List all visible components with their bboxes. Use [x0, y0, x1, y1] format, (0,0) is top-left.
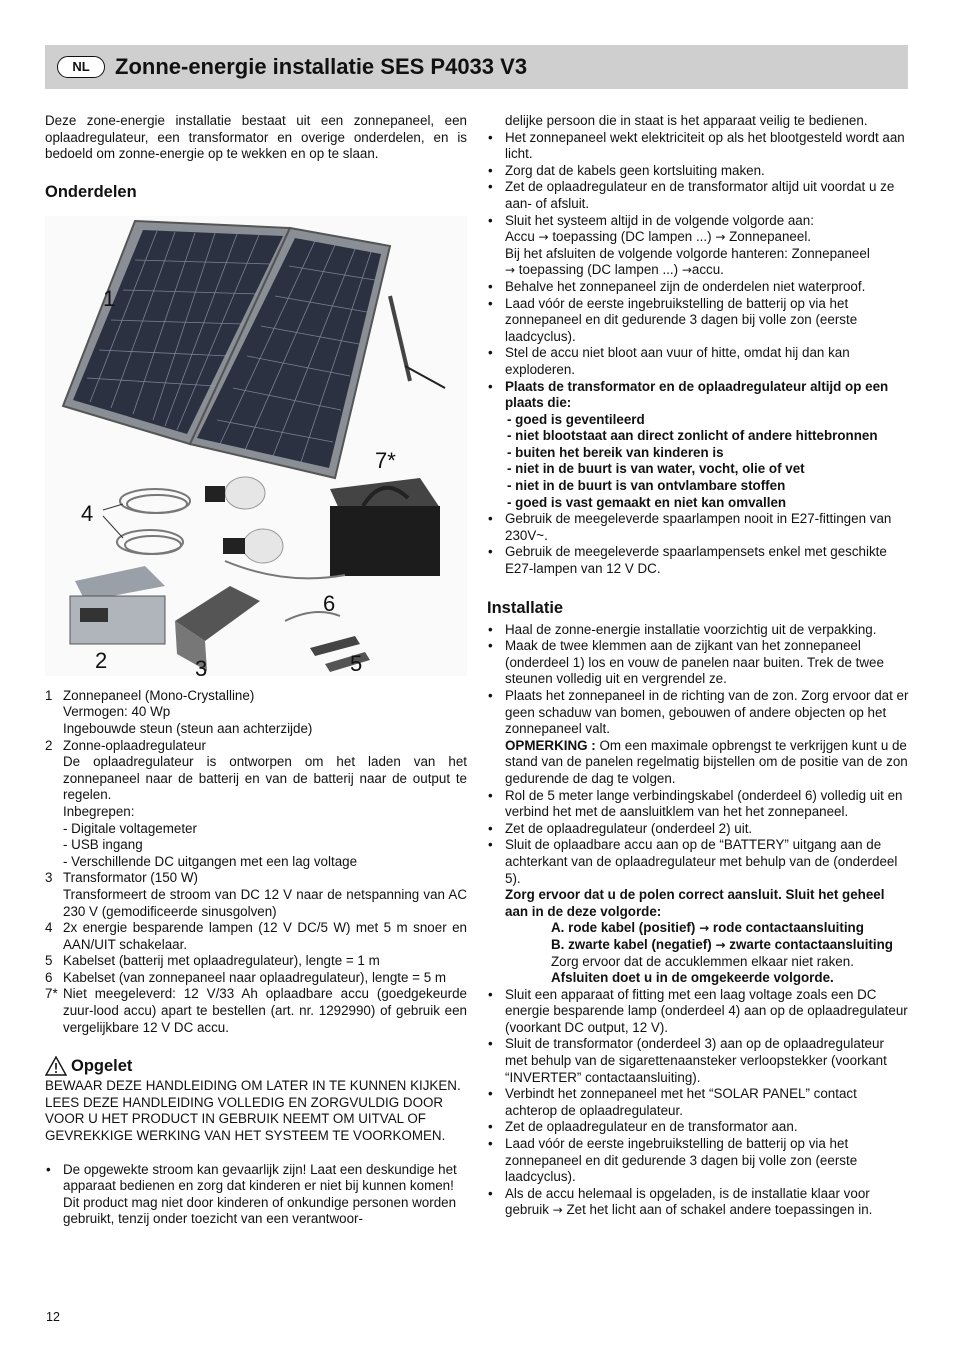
figure-label-2: 2	[95, 647, 108, 673]
arrow-icon: →	[505, 263, 516, 278]
caution-item-danger: • De opgewekte stroom kan gevaarlijk zijn! Laat een deskundige het apparaat bedienen en zorg dat kinderen er niet bij kunnen komen! Dit product mag niet door kinderen of onkundige personen worden gebruikt, tenzij onder toezicht van een verantwoor-	[45, 1162, 467, 1228]
caution-list-left	[45, 1162, 467, 1228]
parts-item-5: 5 Kabelset (batterij met oplaadregulateur), lengte = 1 m	[45, 953, 380, 969]
install-step: • Sluit de oplaadbare accu aan op de “BATTERY” uitgang aan de achterkant van de oplaadregulateur met behulp van de (onderdeel 5). Zorg ervoor dat u de polen correct aansluit. Sluit het geheel aan in de deze volgorde: A. rode kabel (positief) → rode contactaansluiting B. zwarte kabel (negatief) → zwarte contactaansluiting Zorg ervoor dat de accuklemmen elkaar niet raken. Afsluiten doet u in de omgekeerde volgorde.	[487, 837, 909, 986]
install-step: • Sluit een apparaat of fitting met een laag voltage zoals een DC energie besparende lamp (onderdeel 4) aan op de oplaadregulateur (voorkant DC output, 12 V).	[487, 987, 909, 1037]
caution-item-short: • Zorg dat de kabels geen kortsluiting maken.	[487, 163, 909, 180]
install-step: • Sluit de transformator (onderdeel 3) aan op de oplaadregulateur met behulp van de sigarettenaansteker verloopstekker (voorkant “INVERTER” contactaansluiting).	[487, 1036, 909, 1086]
caution-list-right	[487, 130, 909, 578]
arrow-icon: →	[552, 1203, 563, 1218]
figure-label-1: 1	[103, 285, 116, 311]
install-step: • Zet de oplaadregulateur (onderdeel 2) uit.	[487, 821, 909, 838]
caution-item-placement: • Plaats de transformator en de oplaadregulateur altijd op een plaats die: - goed is geventileerd - niet blootstaat aan direct zonlicht of andere hittebronnen - buiten het bereik van kinderen is - niet in de buurt is van water, vocht, olie of vet - niet in de buurt is van ontvlambare stoffen - goed is vast gemaakt en niet kan omvallen	[487, 379, 909, 512]
caution-item-switch-off: • Zet de oplaadregulateur en de transformator altijd uit voordat u ze aan- of afsluit.	[487, 179, 909, 212]
caution-item-waterproof: • Behalve het zonnepaneel zijn de onderdelen niet waterproof.	[487, 279, 909, 296]
install-step: • Plaats het zonnepaneel in de richting van de zon. Zorg ervoor dat er geen schaduw van bomen, gebouwen of andere objecten op het zonnepaneel valt. OPMERKING : Om een maximale opbrengst te verkrijgen kunt u de stand van de panelen regelmatig bijstellen om de positie van de zon gedurende de dag te volgen.	[487, 688, 909, 788]
placement-item: - buiten het bereik van kinderen is	[507, 444, 724, 460]
parts-item-7: 7* Niet meegeleverd: 12 V/33 Ah oplaadbare accu (goedgekeurde zuur-lood accu) apart te bestellen (art. nr. 1292990) of gebruik een vergelijkbare 12 V DC accu.	[45, 986, 467, 1035]
figure-label-7: 7*	[375, 447, 396, 473]
caution-heading-row	[45, 1056, 467, 1076]
caution-read-manual: LEES DEZE HANDLEIDING VOLLEDIG EN ZORGVULDIG DOOR VOOR U HET PRODUCT IN GEBRUIK NEEMT OM UITVAL OF GEVREKKIGE WERKING VAN HET SYSTEEM TE VOORKOMEN.	[45, 1094, 446, 1144]
caution-item-order: • Sluit het systeem altijd in de volgende volgorde aan: Accu → toepassing (DC lampen ...) → Zonnepaneel. Bij het afsluiten de volgende volgorde hanteren: Zonnepaneel → toepassing (DC lampen ...) →accu.	[487, 213, 909, 279]
arrow-icon: →	[699, 921, 710, 936]
placement-item: - niet in de buurt is van ontvlambare stoffen	[507, 478, 786, 494]
page-header	[45, 45, 908, 89]
install-heading: Installatie	[487, 598, 564, 617]
install-step: • Haal de zonne-energie installatie voorzichtig uit de verpakking.	[487, 622, 909, 639]
caution-keep-manual: BEWAAR DEZE HANDLEIDING OM LATER IN TE KUNNEN KIJKEN.	[45, 1078, 461, 1094]
caution-item-e27-12v: • Gebruik de meegeleverde spaarlampensets enkel met geschikte E27-lampen van 12 V DC.	[487, 544, 909, 577]
warning-triangle-icon	[45, 1056, 67, 1076]
placement-item: - niet blootstaat aan direct zonlicht of andere hittebronnen	[507, 428, 878, 444]
caution-item-first-charge: • Laad vóór de eerste ingebruikstelling de batterij op via het zonnepaneel en dit gedurende 3 dagen bij volle zon (eerste laadcyclus).	[487, 296, 909, 346]
right-column	[487, 113, 909, 1219]
arrow-icon: →	[715, 937, 726, 952]
placement-item: - niet in de buurt is van water, vocht, olie of vet	[507, 461, 805, 477]
parts-heading: Onderdelen	[45, 182, 137, 201]
arrow-icon: →	[715, 230, 726, 245]
caution-item-e27: • Gebruik de meegeleverde spaarlampen nooit in E27-fittingen van 230V~.	[487, 511, 909, 544]
parts-item-2: 2 Zonne-oplaadregulateur De oplaadregulateur is ontworpen om het laden van het zonnepaneel naar de batterij en van de batterij naar de output te regelen. Inbegrepen: - Digitale voltagemeter - USB ingang - Verschillende DC uitgangen met een lag voltage	[45, 737, 467, 869]
caution-item-fire: • Stel de accu niet bloot aan vuur of hitte, omdat hij dan kan exploderen.	[487, 345, 909, 378]
placement-item: - goed is geventileerd	[507, 411, 645, 427]
install-step: • Verbindt het zonnepaneel met het “SOLAR PANEL” contact achterop de oplaadregulateur.	[487, 1086, 909, 1119]
left-column	[45, 113, 467, 1228]
arrow-icon: →	[538, 230, 549, 245]
page-number: 12	[46, 1310, 60, 1324]
parts-item-1: 1 Zonnepaneel (Mono-Crystalline) Vermogen: 40 Wp Ingebouwde steun (steun aan achterzijde)	[45, 687, 313, 736]
install-step: • Laad vóór de eerste ingebruikstelling de batterij op via het zonnepaneel en dit gedurende 3 dagen bij volle zon (eerste laadcyclus).	[487, 1136, 909, 1186]
language-badge: NL	[57, 56, 105, 78]
figure-label-5: 5	[350, 650, 363, 676]
figure-label-3: 3	[195, 655, 208, 676]
caution-item-danger-cont: delijke persoon die in staat is het apparaat veilig te bedienen.	[505, 113, 868, 128]
install-list	[487, 622, 909, 1219]
intro-text: Deze zone-energie installatie bestaat uit een zonnepaneel, een oplaadregulateur, een transformator en overige onderdelen, en is bedoeld om zonne-energie op te wekken en op te slaan.	[45, 113, 467, 162]
arrow-icon: →	[681, 263, 692, 278]
figure-label-6: 6	[323, 590, 336, 616]
parts-item-4: 4 2x energie besparende lampen (12 V DC/5 W) met 5 m snoer en AAN/UIT schakelaar.	[45, 920, 467, 952]
page-title: Zonne-energie installatie SES P4033 V3	[115, 53, 528, 79]
install-step: • Als de accu helemaal is opgeladen, is de installatie klaar voor gebruik → Zet het licht aan of schakel andere toepassingen in.	[487, 1186, 909, 1219]
install-step: • Rol de 5 meter lange verbindingskabel (onderdeel 6) volledig uit en verbind het met de aansluitklem van het het zonnepaneel.	[487, 788, 909, 821]
figure-label-4: 4	[81, 500, 94, 526]
caution-heading: Opgelet	[71, 1057, 133, 1076]
parts-item-6: 6 Kabelset (van zonnepaneel naar oplaadregulateur), lengte = 5 m	[45, 969, 447, 985]
polarity-warning: Zorg ervoor dat u de polen correct aansluit. Sluit het geheel aan in de deze volgorde:	[505, 887, 885, 919]
install-step: • Zet de oplaadregulateur en de transformator aan.	[487, 1119, 909, 1136]
product-photo	[45, 216, 467, 676]
parts-list	[45, 688, 467, 1036]
caution-item-light: • Het zonnepaneel wekt elektriciteit op als het blootgesteld wordt aan licht.	[487, 130, 909, 163]
install-step: • Maak de twee klemmen aan de zijkant van het zonnepaneel (onderdeel 1) los en vouw de panelen naar buiten. Trek de twee steunen volledig uit en vergrendel ze.	[487, 638, 909, 688]
note-label: OPMERKING :	[505, 737, 596, 753]
placement-item: - goed is vast gemaakt en niet kan omvallen	[507, 494, 787, 510]
parts-item-3: 3 Transformator (150 W) Transformeert de stroom van DC 12 V naar de netspanning van AC 230 V (gemodificeerde sinusgolven)	[45, 870, 467, 919]
